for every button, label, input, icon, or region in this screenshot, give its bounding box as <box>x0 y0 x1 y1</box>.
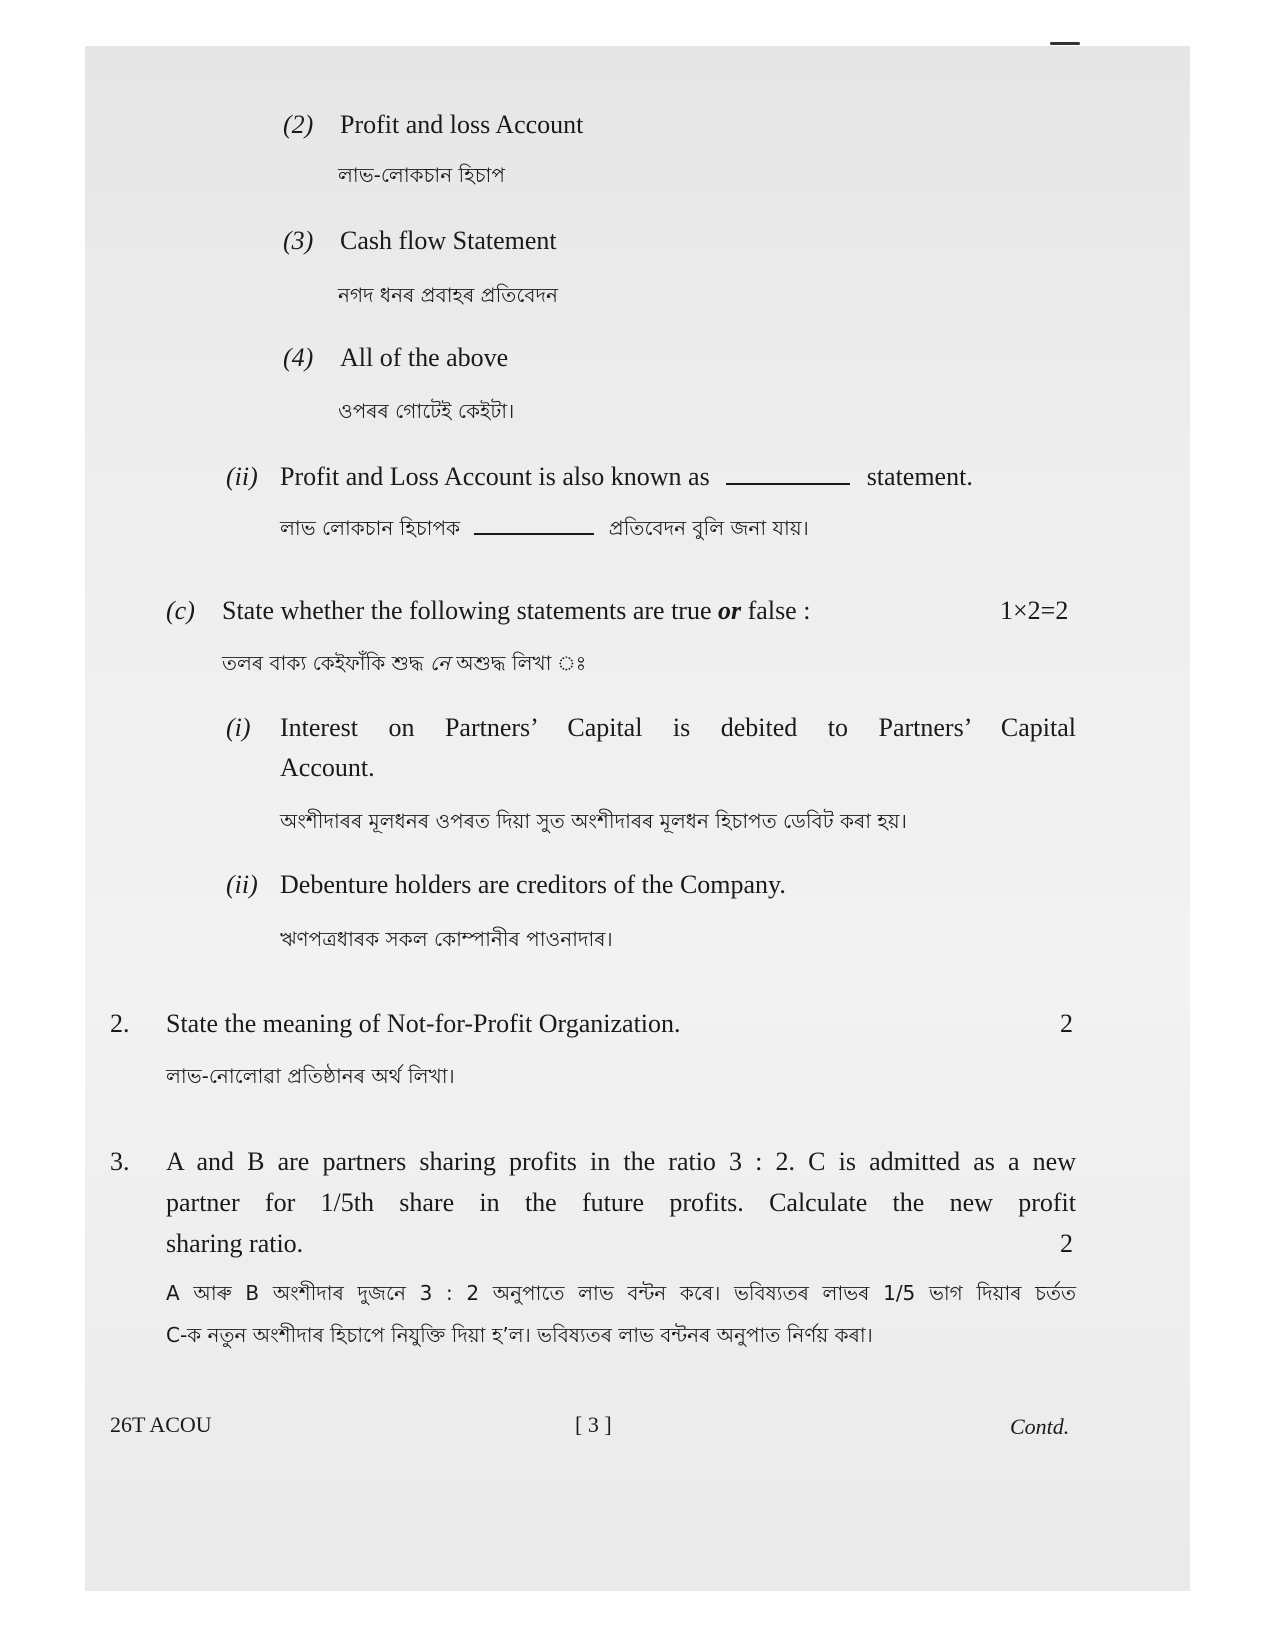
heading-text: State whether the following statements are true <box>222 596 712 625</box>
heading-bn-end: অশুদ্ধ লিখা ঃ <box>456 651 587 675</box>
paper-code: 26T ACOU <box>110 1412 212 1437</box>
statement-text-en-cont: Account. <box>280 753 375 782</box>
heading-text-end: false : <box>747 596 811 625</box>
fill-blank-text-before: Profit and Loss Account is also known as <box>280 462 710 491</box>
fill-blank-question-bn <box>280 515 809 541</box>
page-number: [ 3 ] <box>575 1412 612 1437</box>
marks: 2 <box>1060 1229 1073 1258</box>
question-text-bn-cont: C-ক নতুন অংশীদাৰ হিচাপে নিযুক্তি দিয়া হ’ল। ভবিষ্যতৰ লাভ বন্টনৰ অনুপাত নিৰ্ণয় কৰা। <box>166 1323 873 1347</box>
answer-blank <box>474 533 594 535</box>
statement-number: (i) <box>226 713 251 742</box>
question-text-bn: লাভ-নোলোৱা প্ৰতিষ্ঠানৰ অৰ্থ লিখা। <box>166 1064 455 1088</box>
option-number: (3) <box>283 226 314 255</box>
marks: 1×2=2 <box>1000 596 1069 625</box>
fill-blank-bn-after: প্ৰতিবেদন বুলি জনা যায়। <box>608 516 809 540</box>
fill-blank-text-after: statement. <box>866 462 973 491</box>
option-text-en: All of the above <box>340 343 509 372</box>
question-number: 3. <box>110 1147 130 1176</box>
section-c-heading-bn <box>222 650 586 676</box>
option-text-en: Profit and loss Account <box>340 110 584 139</box>
option-text-bn: ওপৰৰ গোটেই কেইটা। <box>338 399 515 423</box>
question-text-bn: A আৰু B অংশীদাৰ দুজনে 3 : 2 অনুপাতে লাভ বন্টন কৰে। ভবিষ্যতৰ লাভৰ 1/5 ভাগ দিয়াৰ চৰ্তত <box>166 1281 1076 1305</box>
option-text-en: Cash flow Statement <box>340 226 557 255</box>
statement-text-bn: অংশীদাৰৰ মূলধনৰ ওপৰত দিয়া সুত অংশীদাৰৰ মূলধন হিচাপত ডেবিট কৰা হয়। <box>280 809 907 833</box>
option-text-bn: নগদ ধনৰ প্ৰবাহৰ প্ৰতিবেদন <box>338 283 558 307</box>
section-number: (c) <box>166 596 195 625</box>
scan-mark <box>1050 42 1080 45</box>
option-text-bn: লাভ-লোকচান হিচাপ <box>338 163 505 187</box>
marks: 2 <box>1060 1009 1073 1038</box>
option-number: (4) <box>283 343 314 372</box>
statement-text-en: Interest on Partners’ Capital is debited to Partners’ Capital <box>280 713 1076 742</box>
question-text-en-cont: partner for 1/5th share in the future profits. Calculate the new profit <box>166 1188 1076 1217</box>
option-number: (2) <box>283 110 314 139</box>
question-number: 2. <box>110 1009 130 1038</box>
fill-blank-bn-before: লাভ লোকচান হিচাপক <box>280 516 461 540</box>
heading-or: or <box>718 596 742 625</box>
question-text-en: A and B are partners sharing profits in the ratio 3 : 2. C is admitted as a new <box>166 1147 1076 1176</box>
question-text-en-end: sharing ratio. <box>166 1229 304 1258</box>
statement-number: (ii) <box>226 870 258 899</box>
heading-bn-ne: নে <box>429 651 450 675</box>
statement-text-en: Debenture holders are creditors of the Company. <box>280 870 786 899</box>
fill-blank-question-en <box>280 462 973 492</box>
statement-text-bn: ঋণপত্ৰধাৰক সকল কোম্পানীৰ পাওনাদাৰ। <box>280 927 613 951</box>
heading-bn-text: তলৰ বাক্য কেইফাঁকি শুদ্ধ <box>222 651 424 675</box>
question-number: (ii) <box>226 462 258 491</box>
section-c-heading <box>222 596 810 626</box>
continued-label: Contd. <box>1010 1414 1070 1439</box>
answer-blank <box>726 483 850 485</box>
question-text-en: State the meaning of Not-for-Profit Organization. <box>166 1009 681 1038</box>
